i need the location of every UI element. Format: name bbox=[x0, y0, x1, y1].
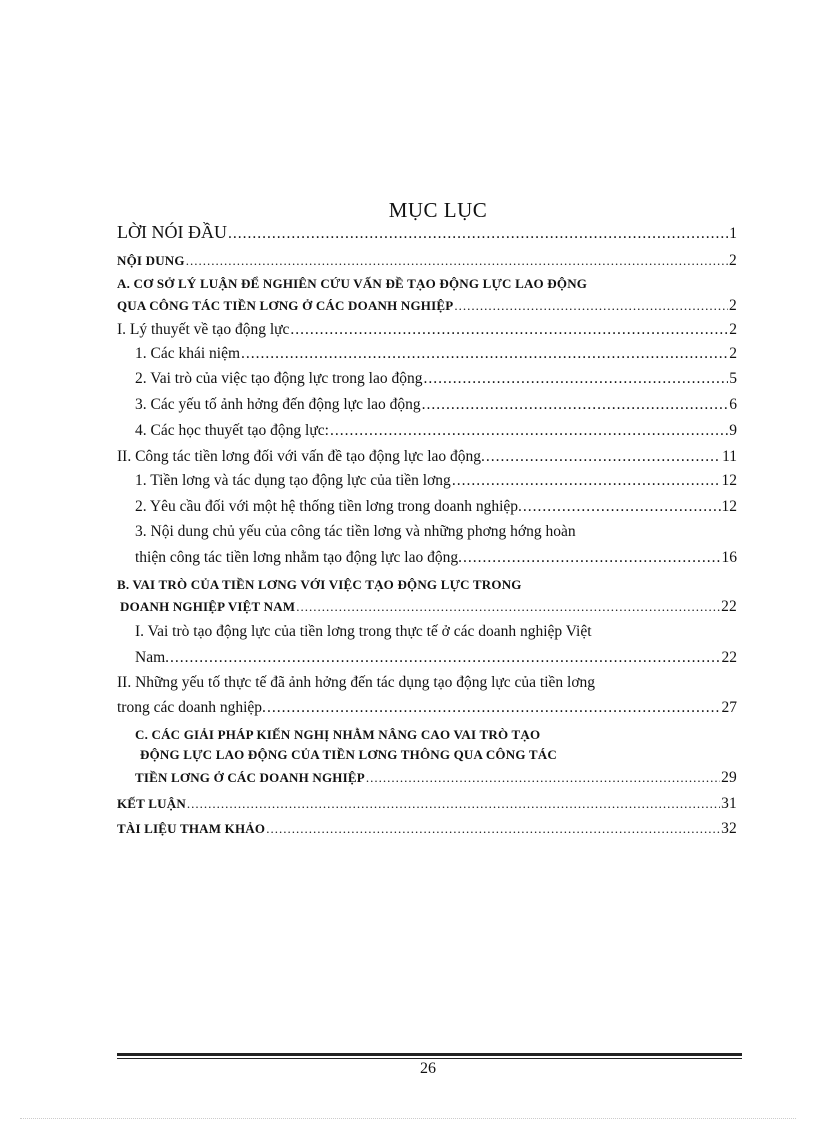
toc-entry-text: II. Công tác tiền lơng đối với vấn đề tạo động lực lao động. bbox=[117, 448, 485, 465]
toc-entry-page: 1 bbox=[729, 225, 737, 242]
toc-entry-text: LỜI NÓI ĐẦU bbox=[117, 222, 227, 242]
toc-entry-text: DOANH NGHIỆP VIỆT NAM bbox=[120, 599, 296, 614]
toc-entry-tai-lieu[interactable] bbox=[117, 820, 737, 838]
toc-leader-dots bbox=[186, 253, 728, 269]
toc-entry-text: 1. Các khái niệm bbox=[135, 345, 241, 362]
toc-title: MỤC LỤC bbox=[388, 198, 488, 222]
toc-entry-b-1-line1[interactable]: I. Vai trò tạo động lực của tiền lơng trong thực tế ở các doanh nghiệp Việt bbox=[135, 623, 592, 640]
toc-entry-page: 2 bbox=[729, 297, 737, 314]
toc-entry-page: 27 bbox=[721, 699, 737, 716]
toc-entry-text: 1. Tiền lơng và tác dụng tạo động lực của tiền lơng bbox=[135, 472, 451, 489]
toc-leader-dots bbox=[423, 370, 728, 388]
toc-leader-dots bbox=[290, 321, 728, 339]
toc-entry-text: QUA CÔNG TÁC TIỀN LƠNG Ở CÁC DOANH NGHIỆP bbox=[117, 298, 454, 313]
toc-entry-a-1-1[interactable] bbox=[135, 345, 737, 363]
toc-entry-text: TIỀN LƠNG Ở CÁC DOANH NGHIỆP bbox=[135, 770, 365, 785]
toc-entry-page: 12 bbox=[721, 498, 737, 515]
toc-entry-text: KẾT LUẬN bbox=[117, 796, 186, 811]
toc-entry-a-1-3[interactable] bbox=[135, 396, 737, 414]
toc-leader-dots bbox=[422, 396, 729, 414]
toc-entry-page: 16 bbox=[721, 549, 737, 566]
toc-leader-dots bbox=[187, 796, 720, 812]
toc-entry-a-2-3-line1[interactable]: 3. Nội dung chủ yếu của công tác tiền lơng và những phơng hớng hoàn bbox=[135, 523, 576, 540]
toc-leader-dots bbox=[267, 699, 721, 717]
toc-entry-text: I. Lý thuyết về tạo động lực bbox=[117, 321, 290, 338]
toc-section-b-line1[interactable]: B. VAI TRÒ CỦA TIỀN LƠNG VỚI VIỆC TẠO ĐỘNG LỰC TRONG bbox=[117, 577, 522, 592]
toc-entry-a-2-3[interactable] bbox=[135, 549, 737, 567]
toc-entry-b-2[interactable] bbox=[117, 699, 737, 717]
footer-rule-thick bbox=[117, 1053, 742, 1056]
toc-entry-a-1-2[interactable] bbox=[135, 370, 737, 388]
toc-entry-text: NỘI DUNG bbox=[117, 253, 185, 268]
toc-entry-text: TÀI LIỆU THAM KHẢO bbox=[117, 821, 266, 836]
toc-entry-section-c[interactable] bbox=[135, 769, 737, 787]
toc-entry-page: 11 bbox=[722, 448, 737, 465]
toc-entry-page: 6 bbox=[729, 396, 737, 413]
toc-leader-dots bbox=[170, 649, 720, 667]
toc-entry-page: 29 bbox=[721, 769, 737, 786]
toc-leader-dots bbox=[228, 225, 728, 243]
toc-entry-page: 22 bbox=[721, 649, 737, 666]
toc-leader-dots bbox=[330, 422, 728, 440]
page-number: 26 bbox=[420, 1060, 436, 1077]
toc-entry-page: 22 bbox=[721, 598, 737, 615]
toc-entry-page: 2 bbox=[729, 345, 737, 362]
toc-section-c-line2[interactable]: ĐỘNG LỰC LAO ĐỘNG CỦA TIỀN LƠNG THÔNG QUA CÔNG TÁC bbox=[140, 747, 557, 762]
footer-rule-thin bbox=[117, 1058, 742, 1059]
toc-entry-ket-luan[interactable] bbox=[117, 795, 737, 813]
toc-entry-text: trong các doanh nghiệp. bbox=[117, 699, 266, 716]
toc-leader-dots bbox=[454, 298, 728, 314]
toc-leader-dots bbox=[366, 770, 720, 786]
toc-entry-page: 2 bbox=[729, 321, 737, 338]
toc-entry-text: 3. Các yếu tố ảnh hởng đến động lực lao động bbox=[135, 396, 421, 413]
toc-entry-section-a[interactable] bbox=[117, 297, 737, 315]
toc-entry-a-2-2[interactable] bbox=[135, 498, 737, 516]
toc-leader-dots bbox=[463, 549, 721, 567]
toc-entry-noi-dung[interactable] bbox=[117, 252, 737, 270]
toc-leader-dots bbox=[486, 448, 721, 466]
toc-entry-text: 2. Vai trò của việc tạo động lực trong lao động bbox=[135, 370, 423, 387]
toc-leader-dots bbox=[452, 472, 721, 490]
toc-entry-page: 12 bbox=[721, 472, 737, 489]
toc-entry-b-1[interactable] bbox=[135, 649, 737, 667]
page-bottom-divider bbox=[20, 1118, 796, 1119]
toc-section-a-line1[interactable]: A. CƠ SỞ LÝ LUẬN ĐỂ NGHIÊN CỨU VẤN ĐỀ TẠO ĐỘNG LỰC LAO ĐỘNG bbox=[117, 276, 588, 291]
toc-leader-dots bbox=[296, 599, 720, 615]
toc-entry-text: Nam. bbox=[135, 649, 170, 666]
toc-entry-section-b[interactable] bbox=[120, 598, 737, 616]
toc-entry-text: thiện công tác tiền lơng nhằm tạo động lực lao động. bbox=[135, 549, 462, 566]
toc-entry-page: 5 bbox=[729, 370, 737, 387]
toc-entry-loi-noi-dau[interactable] bbox=[117, 222, 737, 243]
toc-leader-dots bbox=[523, 498, 721, 516]
toc-entry-a-2-1[interactable] bbox=[135, 472, 737, 490]
toc-entry-a-1[interactable] bbox=[117, 321, 737, 339]
toc-entry-a-1-4[interactable] bbox=[135, 422, 737, 440]
toc-section-c-line1[interactable]: C. CÁC GIẢI PHÁP KIẾN NGHỊ NHẰM NÂNG CAO VAI TRÒ TẠO bbox=[135, 727, 541, 742]
toc-entry-page: 32 bbox=[721, 820, 737, 837]
toc-entry-text: 4. Các học thuyết tạo động lực: bbox=[135, 422, 329, 439]
toc-leader-dots bbox=[266, 821, 720, 837]
toc-entry-b-2-line1[interactable]: II. Những yếu tố thực tế đã ảnh hởng đến tác dụng tạo động lực của tiền lơng bbox=[117, 674, 596, 691]
toc-entry-text: 2. Yêu cầu đối với một hệ thống tiền lơng trong doanh nghiệp. bbox=[135, 498, 522, 515]
toc-entry-a-2[interactable] bbox=[117, 448, 737, 466]
toc-entry-page: 31 bbox=[721, 795, 737, 812]
toc-entry-page: 2 bbox=[729, 252, 737, 269]
toc-entry-page: 9 bbox=[729, 422, 737, 439]
toc-leader-dots bbox=[241, 345, 728, 363]
